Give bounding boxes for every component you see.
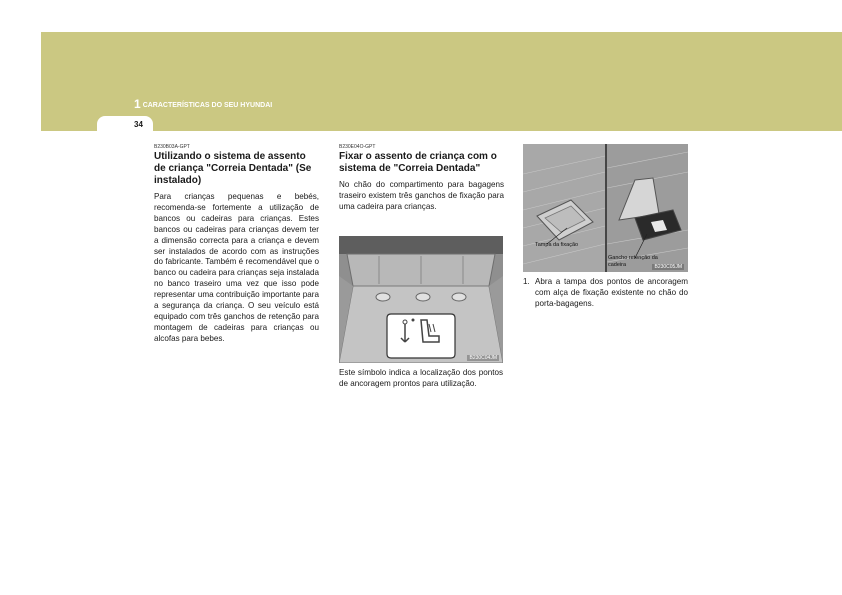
chapter-heading <box>134 97 272 111</box>
step-number: 1. <box>523 277 530 286</box>
image-caption <box>339 368 503 390</box>
label-cover: Tampa da fixação <box>535 242 579 248</box>
section-title: Fixar o assento de criança com o sistema de "Correia Dentada" <box>339 151 497 174</box>
section-title: Utilizando o sistema de assento de criança "Correia Dentada" (Se instalado) <box>154 151 312 186</box>
section-fix-child-seat <box>339 144 504 213</box>
section-code: B230E04O-GPT <box>339 144 376 150</box>
chapter-number: 1 <box>134 97 141 111</box>
page-number-tab <box>97 116 153 131</box>
page-number: 34 <box>134 120 143 129</box>
step-text: Abra a tampa dos pontos de ancoragem com alça de fixação existente no chão do porta-bagagens. <box>535 277 688 308</box>
section-body: No chão do compartimento para bagagens traseiro existem três ganchos de fixação para uma cadeira para crianças. <box>339 180 504 211</box>
header-band <box>41 32 842 131</box>
cargo-area-photo <box>339 236 503 363</box>
cargo-area-illustration <box>339 236 503 363</box>
anchor-cover-illustration <box>523 144 688 272</box>
anchor-cover-photo <box>523 144 688 272</box>
section-child-seat-system <box>154 144 319 345</box>
caption-text: Este símbolo indica a localização dos pontos de ancoragem prontos para utilização. <box>339 368 503 388</box>
instruction-step <box>523 277 688 310</box>
label-hook: Gancho retenção da cadeira <box>608 255 658 268</box>
chapter-title: CARACTERÍSTICAS DO SEU HYUNDAI <box>142 102 273 109</box>
section-body: Para crianças pequenas e bebés, recomenda-se fortemente a utilização de bancos ou cadeiras para crianças. Estes bancos ou cadeiras para crianças devem ter a dimensão correcta para a criança e devem ser instalados de acordo com as instruções do fabricante. Também é recomendável que o banco ou cadeira para crianças seja instalada no banco traseiro uma vez que isso pode representar uma contribuição importante para a segurança da criança. O seu veículo está equipado com três ganchos de retenção para montagem de cadeiras para crianças ou alcofas para bebes. <box>154 192 319 343</box>
image-code: B230C05JM <box>654 264 682 270</box>
image-code: B230C04JM <box>469 355 497 361</box>
section-code: B230B03A-GPT <box>154 144 190 150</box>
